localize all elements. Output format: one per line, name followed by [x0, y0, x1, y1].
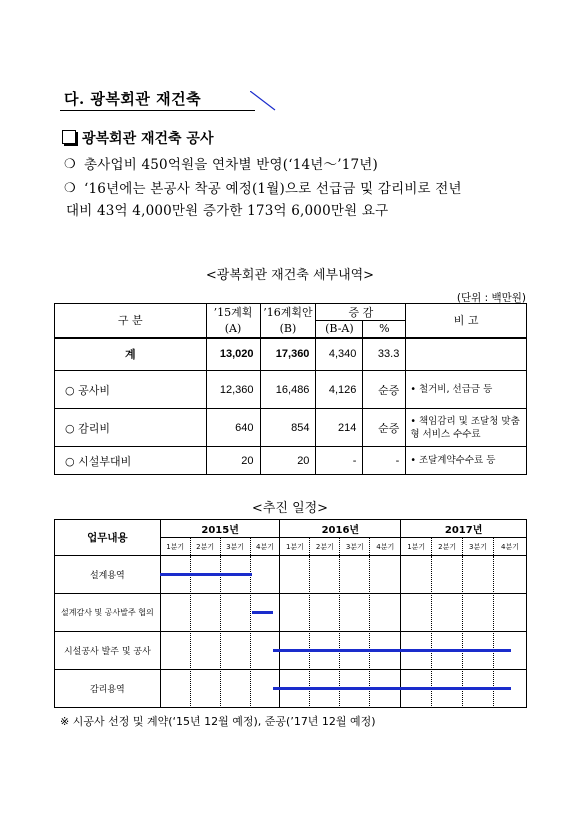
cell-plan16: 854	[260, 409, 316, 447]
table-row	[55, 409, 527, 447]
quarter-divider	[493, 556, 494, 708]
quarter-divider	[309, 556, 310, 708]
quarter-header: 2분기	[432, 538, 463, 556]
row-name: ○ 시설부대비	[55, 447, 207, 475]
quarter-header: 4분기	[370, 538, 401, 556]
diagonal-line	[250, 91, 276, 111]
cell-note	[406, 338, 527, 371]
bullet-text: 총사업비 450억원을 연차별 반영(‘14년～’17년)	[84, 157, 378, 173]
schedule-table	[54, 519, 527, 708]
task-name: 설계용역	[55, 556, 161, 594]
cell-note: • 조달계약수수료 등	[406, 447, 527, 475]
square-bullet-icon	[62, 130, 76, 144]
quarter-divider	[431, 556, 432, 708]
header-category: 구 분	[55, 304, 207, 338]
year-header: 2016년	[280, 520, 401, 538]
table-row	[55, 338, 527, 371]
year-header: 2017년	[401, 520, 527, 538]
cell-note: • 책임감리 및 조달청 맞춤형 서비스 수수료	[406, 409, 527, 447]
quarter-header: 1분기	[401, 538, 432, 556]
quarter-divider	[190, 556, 191, 708]
quarter-divider	[250, 556, 251, 708]
budget-table	[54, 303, 527, 475]
quarter-header: 3분기	[340, 538, 370, 556]
year-header: 2015년	[160, 520, 280, 538]
header-remarks: 비 고	[406, 304, 527, 338]
section-title-underline	[60, 110, 255, 111]
quarter-header: 4분기	[250, 538, 280, 556]
header-plan15-sub: (A)	[206, 321, 260, 338]
schedule-row	[55, 556, 527, 594]
gantt-bar	[160, 573, 252, 576]
section-title: 다. 광복회관 재건축	[64, 90, 202, 108]
schedule-caption: <추진 일정>	[251, 501, 329, 516]
cell-plan16: 20	[260, 447, 316, 475]
cell-plan16: 16,486	[260, 371, 316, 409]
row-name: ○ 감리비	[55, 409, 207, 447]
table-caption: <광복회관 재건축 세부내역>	[205, 268, 375, 283]
cell-diff: -	[316, 447, 363, 475]
cell-plan16: 17,360	[260, 338, 316, 371]
cell-plan15: 20	[206, 447, 260, 475]
subsection-title: 광복회관 재건축 공사	[82, 131, 214, 147]
footnote: ※ 시공사 선정 및 계약(‘15년 12월 예정), 준공(’17년 12월 예정)	[60, 715, 376, 728]
gantt-bar	[273, 687, 511, 690]
table-row	[55, 447, 527, 475]
task-name: 시설공사 발주 및 공사	[55, 632, 161, 670]
cell-diff: 214	[316, 409, 363, 447]
circle-bullet-icon: ❍	[64, 157, 76, 172]
cell-pct: 순증	[363, 409, 406, 447]
header-plan15: ’15계획	[206, 304, 260, 321]
quarter-header: 4분기	[493, 538, 526, 556]
cell-pct: 33.3	[363, 338, 406, 371]
unit-label: (단위 : 백만원)	[456, 292, 526, 304]
row-name: ○ 공사비	[55, 371, 207, 409]
row-name: 계	[55, 338, 207, 371]
quarter-header: 1분기	[280, 538, 310, 556]
cell-diff: 4,126	[316, 371, 363, 409]
circle-bullet-icon: ❍	[64, 181, 76, 196]
quarter-header: 2분기	[310, 538, 340, 556]
quarter-divider	[339, 556, 340, 708]
quarter-header: 3분기	[463, 538, 494, 556]
cell-pct: 순증	[363, 371, 406, 409]
cell-plan15: 640	[206, 409, 260, 447]
header-change: 증 감	[316, 304, 406, 321]
header-change-amount: (B-A)	[316, 321, 363, 338]
bullet-text-continued: 대비 43억 4,000만원 증가한 173억 6,000만원 요구	[66, 203, 389, 219]
schedule-row	[55, 594, 527, 632]
cell-pct: -	[363, 447, 406, 475]
quarter-header: 1분기	[160, 538, 190, 556]
quarter-header: 2분기	[190, 538, 220, 556]
cell-diff: 4,340	[316, 338, 363, 371]
bullet-text: ‘16년에는 본공사 착공 예정(1월)으로 선급금 및 감리비로 전년	[84, 181, 462, 197]
cell-plan15: 12,360	[206, 371, 260, 409]
header-task: 업무내용	[55, 520, 161, 556]
quarter-divider	[220, 556, 221, 708]
header-plan16-sub: (B)	[260, 321, 316, 338]
quarter-header: 3분기	[220, 538, 250, 556]
cell-plan15: 13,020	[206, 338, 260, 371]
header-change-pct: %	[363, 321, 406, 338]
gantt-bar	[273, 649, 511, 652]
task-name: 설계감사 및 공사발주 협의	[55, 594, 161, 632]
quarter-divider	[369, 556, 370, 708]
header-plan16: ’16계획안	[260, 304, 316, 321]
task-name: 감리용역	[55, 670, 161, 708]
table-row	[55, 371, 527, 409]
gantt-bar	[252, 611, 273, 614]
quarter-divider	[462, 556, 463, 708]
cell-note: • 철거비, 선급금 등	[406, 371, 527, 409]
